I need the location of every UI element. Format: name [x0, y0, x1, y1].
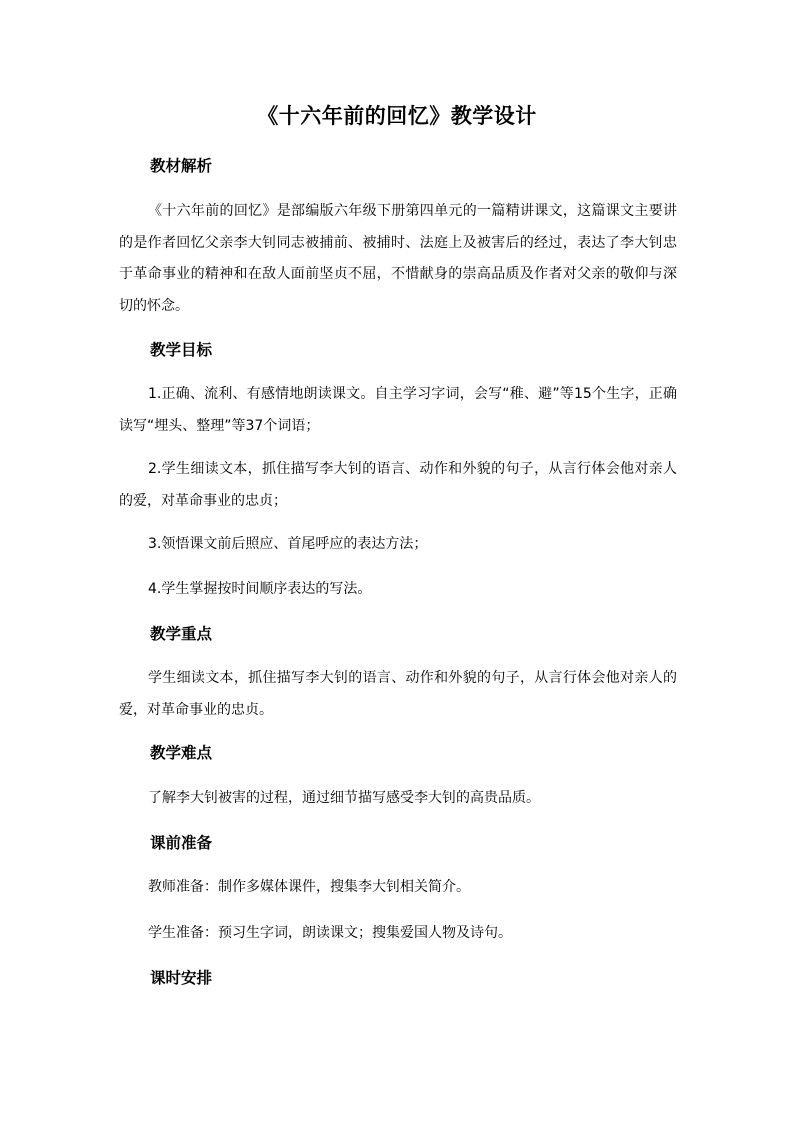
- paragraph-key-points: 学生细读文本，抓住描写李大钊的语言、动作和外貌的句子，从言行体会他对亲人的爱，对革命事业的忠贞。: [119, 670, 677, 718]
- heading-material-analysis: 教材解析: [150, 157, 213, 175]
- heading-key-points: 教学重点: [150, 625, 213, 643]
- goal-item-1: 1.正确、流利、有感情地朗读课文。自主学习字词，会写“稚、避”等15个生字，正确读写“埋头、整理”等37个词语；: [119, 386, 677, 434]
- goal-item-2: 2.学生细读文本，抓住描写李大钊的语言、动作和外貌的句子，从言行体会他对亲人的爱，对革命事业的忠贞；: [119, 461, 677, 509]
- heading-difficulties: 教学难点: [150, 744, 213, 762]
- paragraph-difficulties: 了解李大钊被害的过程，通过细节描写感受李大钊的高贵品质。: [148, 790, 540, 806]
- paragraph-teacher-preparation: 教师准备：制作多媒体课件，搜集李大钊相关简介。: [148, 879, 470, 895]
- paragraph-student-preparation: 学生准备：预习生字词，朗读课文；搜集爱国人物及诗句。: [148, 925, 512, 941]
- goal-item-4: 4.学生掌握按时间顺序表达的写法。: [148, 581, 372, 597]
- heading-teaching-goals: 教学目标: [150, 341, 213, 359]
- document-title: 《十六年前的回忆》教学设计: [257, 104, 537, 128]
- heading-preparation: 课前准备: [150, 834, 213, 852]
- goal-item-3: 3.领悟课文前后照应、首尾呼应的表达方法；: [148, 536, 428, 552]
- paragraph-material-analysis: 《十六年前的回忆》是部编版六年级下册第四单元的一篇精讲课文，这篇课文主要讲的是作者回忆父亲李大钊同志被捕前、被捕时、法庭上及被害后的经过，表达了李大钊忠于革命事业的精神和在敌人面前坚贞不屈，不惜献身的崇高品质及作者对父亲的敬仰与深切的怀念。: [119, 203, 677, 314]
- heading-schedule: 课时安排: [150, 969, 213, 987]
